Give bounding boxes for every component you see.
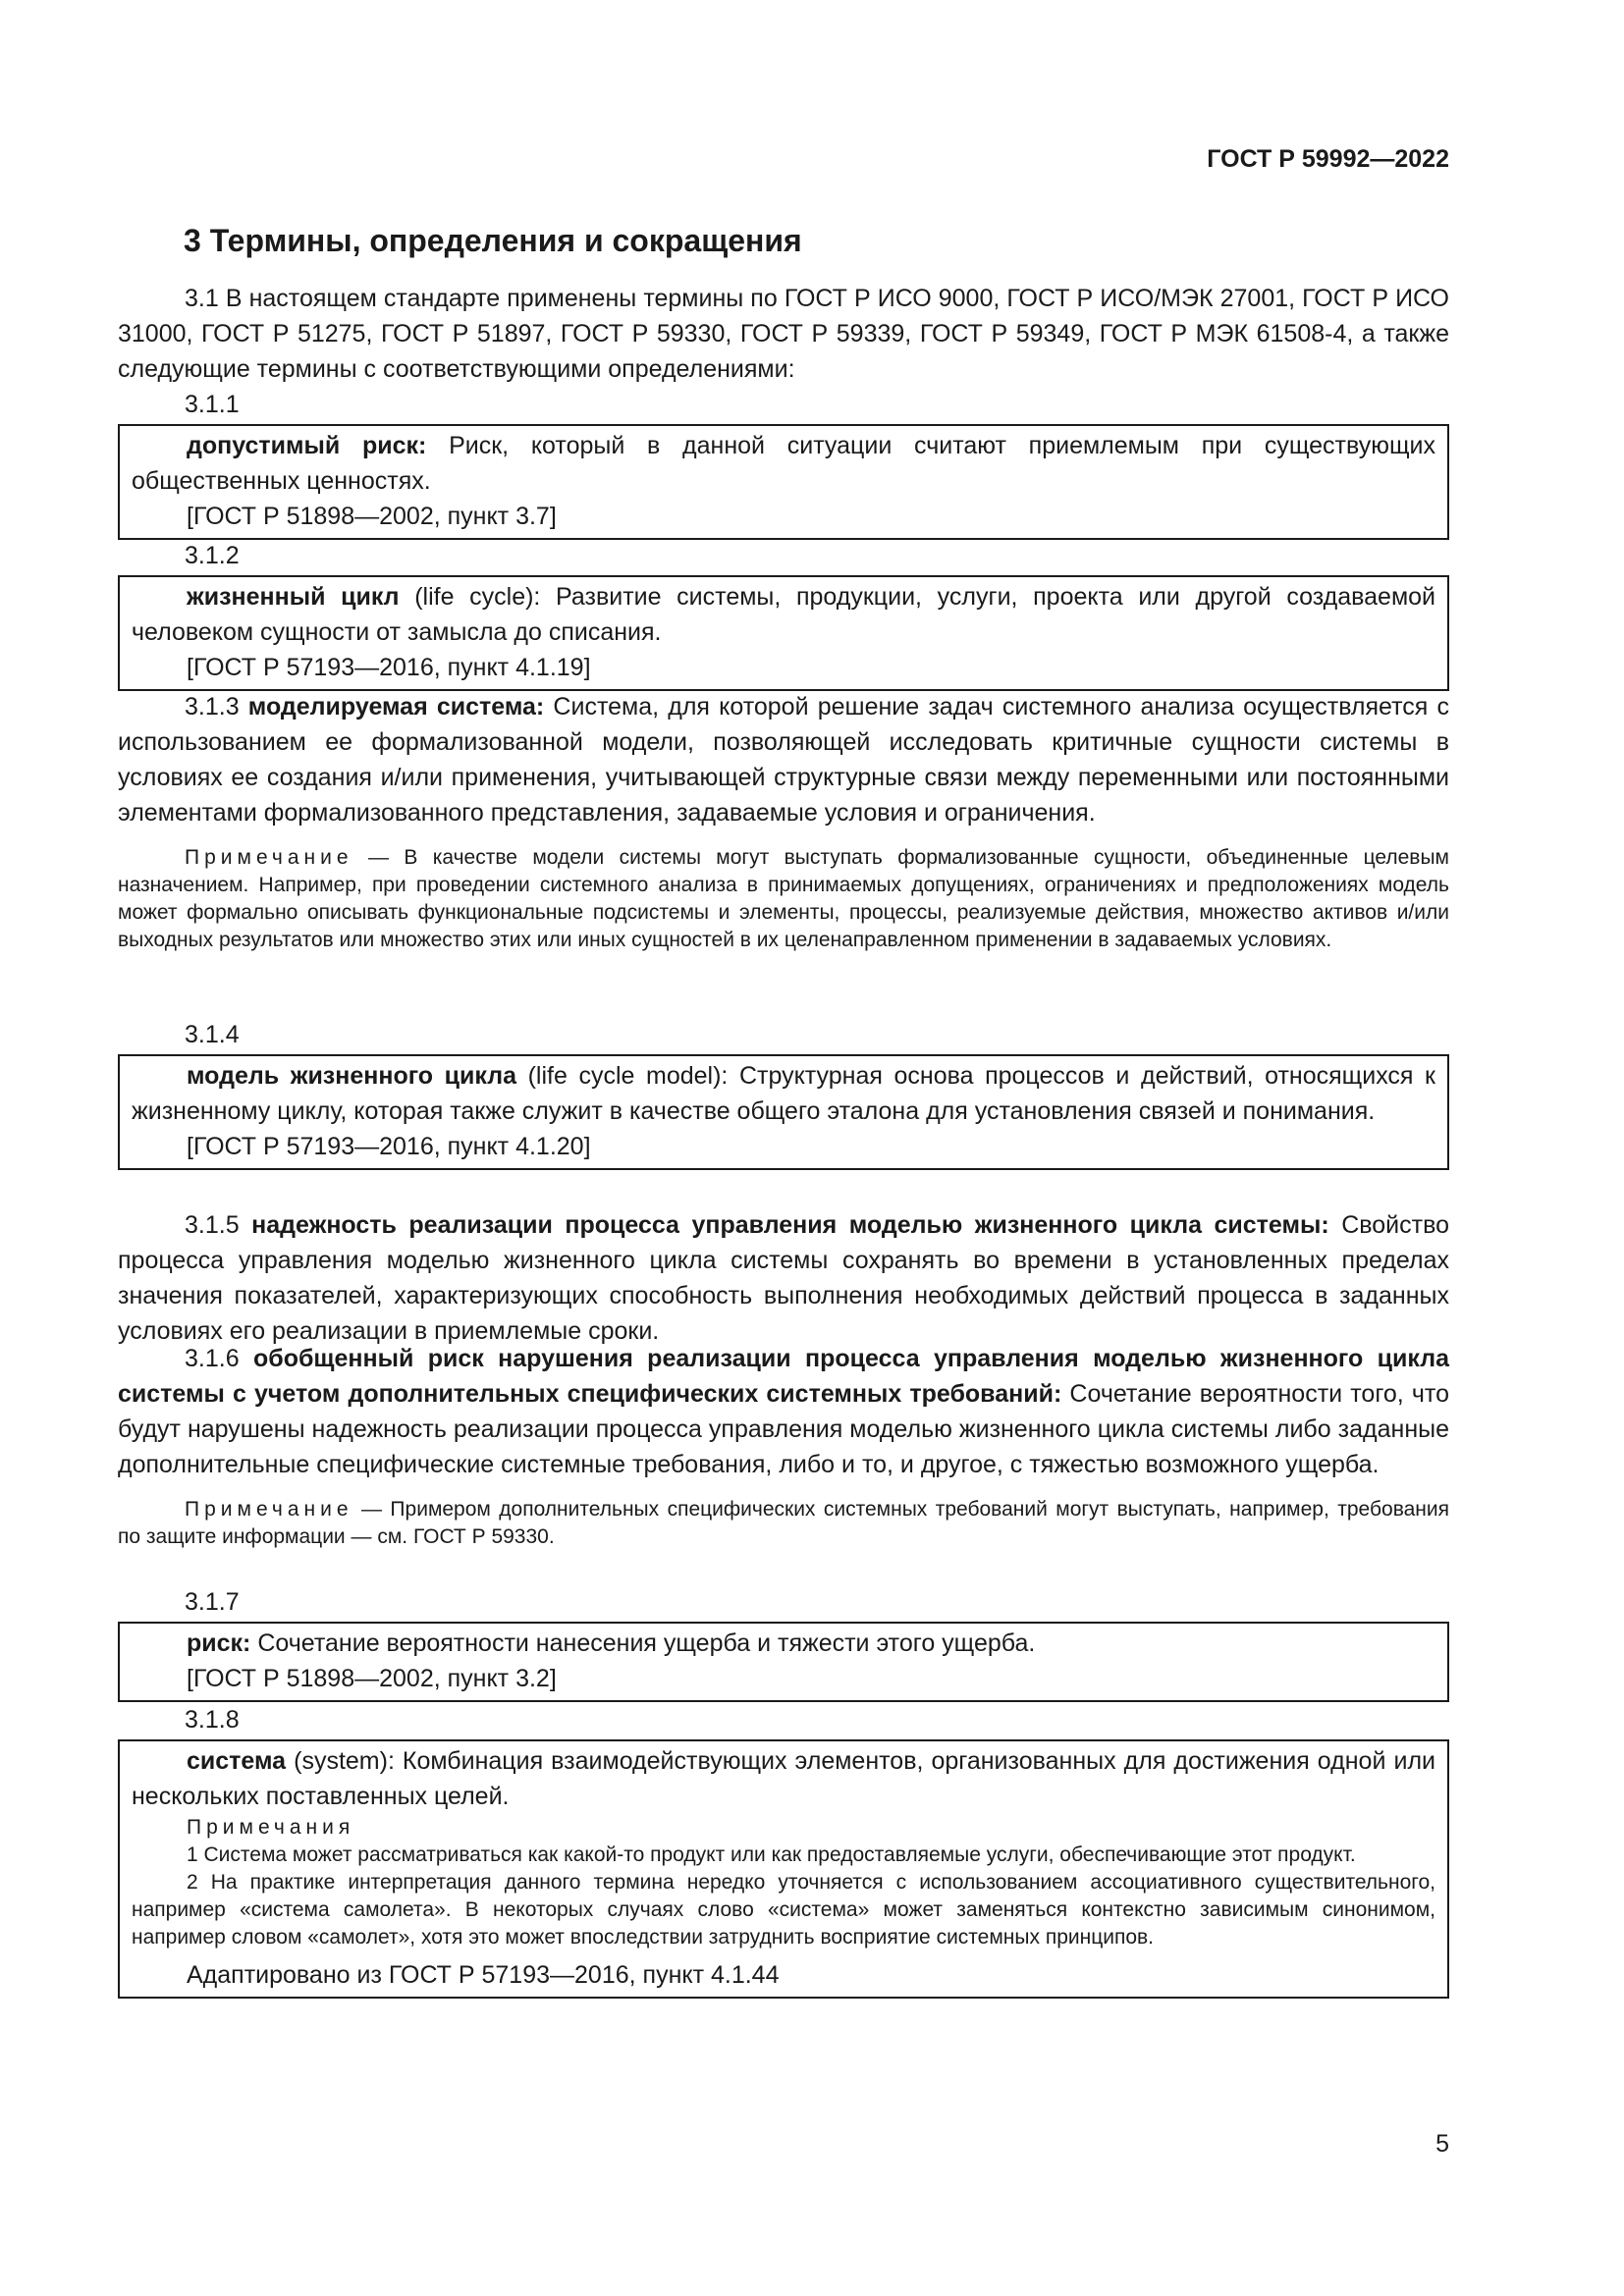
- term-source: [ГОСТ Р 57193—2016, пункт 4.1.19]: [187, 654, 591, 681]
- term-source: [ГОСТ Р 51898—2002, пункт 3.7]: [187, 503, 557, 530]
- term-number: 3.1.1: [185, 391, 240, 418]
- term-definition-text: Система, для которой решение задач системного анализа осуществляется с использованием ее формализованной модели, позволяющей исследовать критичные сущности системы в условиях ее создания и/или применения, учитывающей структурные связи между переменными или постоянными элементами формализованного представления, задаваемые условия и ограничения.: [118, 693, 1449, 827]
- notes-label-text: Примечания: [187, 1816, 355, 1839]
- term-box: [118, 424, 1449, 540]
- term-definition: [132, 1058, 1435, 1129]
- term-box: [118, 1622, 1449, 1702]
- term-3-1-6: [118, 1341, 1449, 1551]
- term-number: 3.1.6: [185, 1345, 240, 1372]
- term-definition: [132, 428, 1435, 499]
- term-definition-text: (system): Комбинация взаимодействующих элементов, организованных для достижения одной или нескольких поставленных целей.: [132, 1747, 1435, 1810]
- note-2: 2 На практике интерпретация данного термина нередко уточняется с использованием ассоциативного существительного, например «система самолета». В некоторых случаях слово «система» может заменяться контекстно зависимым синонимом, например словом «самолет», хотя это может впоследствии затруднить восприятие системных принципов.: [132, 1871, 1435, 1949]
- term-name: модель жизненного цикла: [187, 1062, 516, 1090]
- term-note: [118, 844, 1449, 954]
- section-title: 3 Термины, определения и сокращения: [184, 223, 802, 258]
- term-source: [ГОСТ Р 57193—2016, пункт 4.1.20]: [187, 1133, 591, 1160]
- term-definition-text: Свойство процесса управления моделью жизненного цикла системы сохранять во времени в установленных пределах значения показателей, характеризующих способность выполнения необходимых действий процесса в заданных условиях его реализации в приемлемые сроки.: [118, 1211, 1449, 1345]
- note-text: — В качестве модели системы могут выступать формализованные сущности, объединенные целевым назначением. Например, при проведении системного анализа в принимаемых допущениях, ограничениях и предположениях модель может формально описывать функциональные подсистемы и элементы, процессы, реализуемые действия, множество активов и/или выходных результатов или множество этих или иных сущностей в их целенаправленном применении в задаваемых условиях.: [118, 846, 1449, 951]
- term-number: 3.1.4: [185, 1021, 240, 1048]
- term-3-1-1: [118, 387, 1449, 540]
- note-text: — Примером дополнительных специфических системных требований могут выступать, например, требования по защите информации — см. ГОСТ Р 59330.: [118, 1498, 1449, 1548]
- term-definition: [132, 579, 1435, 650]
- term-definition: [132, 1743, 1435, 1814]
- intro-text: 3.1 В настоящем стандарте применены термины по ГОСТ Р ИСО 9000, ГОСТ Р ИСО/МЭК 27001, ГОСТ Р ИСО 31000, ГОСТ Р 51275, ГОСТ Р 51897, ГОСТ Р 59330, ГОСТ Р 59339, ГОСТ Р 59349, ГОСТ Р МЭК 61508-4, а также следующие термины с соответствующими определениями:: [118, 285, 1449, 383]
- term-3-1-4: [118, 1017, 1449, 1170]
- document-code: ГОСТ Р 59992—2022: [1207, 145, 1449, 173]
- note-label: Примечание: [185, 1498, 353, 1521]
- term-definition-text: Сочетание вероятности того, что будут нарушены надежность реализации процесса управления моделью жизненного цикла системы либо заданные дополнительные специфические системные требования, либо и то, и другое, с тяжестью возможного ущерба.: [118, 1380, 1449, 1478]
- term-box: [118, 1054, 1449, 1170]
- term-name: допустимый риск:: [187, 432, 427, 459]
- term-definition-text: Сочетание вероятности нанесения ущерба и тяжести этого ущерба.: [250, 1629, 1036, 1657]
- intro-paragraph: [118, 281, 1449, 387]
- term-source: [ГОСТ Р 51898—2002, пункт 3.2]: [187, 1665, 557, 1692]
- term-definition: [118, 1207, 1449, 1349]
- term-3-1-5: [118, 1207, 1449, 1349]
- term-3-1-2: [118, 538, 1449, 691]
- term-source: Адаптировано из ГОСТ Р 57193—2016, пункт 4.1.44: [187, 1961, 780, 1989]
- note-label: Примечание: [185, 846, 353, 869]
- term-number: 3.1.3: [185, 693, 240, 721]
- term-name: надежность реализации процесса управления моделью жизненного цикла системы:: [251, 1211, 1329, 1239]
- term-definition: [118, 689, 1449, 830]
- term-3-1-7: [118, 1584, 1449, 1702]
- term-name: система: [187, 1747, 287, 1775]
- term-3-1-8: [118, 1702, 1449, 1999]
- term-definition-text: (life cycle): Развитие системы, продукции, услуги, проекта или другой создаваемой человеком сущности от замысла до списания.: [132, 583, 1435, 646]
- term-name: обобщенный риск нарушения реализации процесса управления моделью жизненного цикла системы с учетом дополнительных специфических системных требований:: [118, 1345, 1450, 1408]
- term-definition: [118, 1341, 1449, 1482]
- note-1: 1 Система может рассматриваться как какой-то продукт или как предоставляемые услуги, обеспечивающие этот продукт.: [187, 1843, 1356, 1866]
- term-number: 3.1.5: [185, 1211, 240, 1239]
- term-name: риск:: [187, 1629, 251, 1657]
- term-number: 3.1.8: [185, 1706, 240, 1734]
- term-box: [118, 575, 1449, 691]
- notes-label: [132, 1814, 1435, 1842]
- term-definition-text: (life cycle model): Структурная основа процессов и действий, относящихся к жизненному циклу, которая также служит в качестве общего эталона для установления связей и понимания.: [132, 1062, 1435, 1125]
- term-note: [118, 1496, 1449, 1551]
- term-name: моделируемая система:: [247, 693, 545, 721]
- term-box: [118, 1739, 1449, 1999]
- term-definition-text: Риск, который в данной ситуации считают приемлемым при существующих общественных ценностях.: [132, 432, 1436, 495]
- term-number: 3.1.7: [185, 1588, 240, 1616]
- term-3-1-3: [118, 689, 1449, 954]
- page-number: 5: [1435, 2130, 1449, 2158]
- term-definition: [132, 1626, 1435, 1661]
- term-name: жизненный цикл: [187, 583, 400, 611]
- term-number: 3.1.2: [185, 542, 240, 569]
